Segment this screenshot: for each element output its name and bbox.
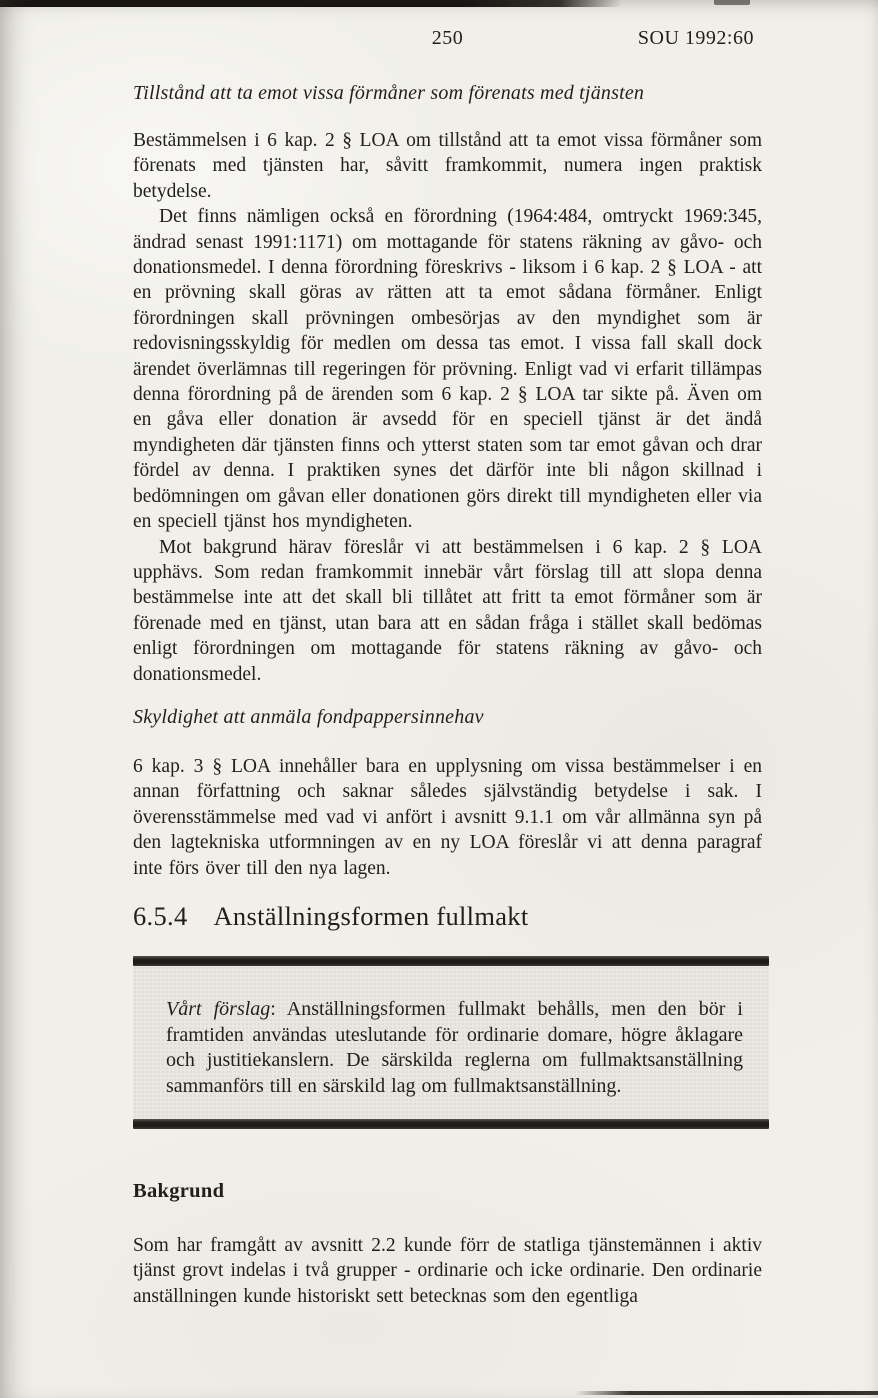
page-number: 250 [431,27,464,49]
section-heading-number: 6.5.4 [133,901,188,931]
document-reference: SOU 1992:60 [637,27,754,49]
scan-artifact-bottom-line [575,1391,878,1395]
scan-artifact-top-right-mark [714,0,750,5]
proposal-box-body [133,966,769,1119]
paragraph-permission-2: Det finns nämligen också en förordning (1964:484, omtryckt 1969:345, ändrad senast 1991:1171) om mottagande för statens räkning av gåvo- och donationsmedel. I denna förordning föreskrivs - liksom i 6 kap. 2 § LOA - att en prövning skall göras av rätten att ta emot sådana förmåner. Enligt förordningen skall prövningen ombesörjas av den myndighet som är redovisningsskyldig för medlen om dessa tas emot. I vissa fall skall dock ärendet överlämnas till regeringen för prövning. Enligt vad vi erfarit tillämpas denna förordning på de ärenden som 6 kap. 2 § LOA tar sikte på. Även om en gåva eller donation är avsedd för en speciell tjänst är det ändå myndigheten där tjänsten finns och ytterst staten som tar emot gåvan och drar fördel av denna. I praktiken synes det därför inte bli någon skillnad i bedömningen om gåvan eller donationen görs direkt till myndigheten eller via en speciell tjänst hos myndigheten. [133,206,762,533]
proposal-box [133,956,769,1129]
proposal-label: Vårt förslag [166,998,271,1020]
paragraph-permission-1: Bestämmelsen i 6 kap. 2 § LOA om tillstånd att ta emot vissa förmåner som förenats med tjänsten har, såvitt framkommit, numera ingen praktisk betydelse. [133,130,762,202]
heading-background: Bakgrund [133,1180,225,1202]
section-heading [133,901,762,932]
proposal-text: : Anställningsformen fullmakt behålls, men den bör i framtiden användas uteslutande för ordinarie domare, högre åklagare och justitiekanslern. De särskilda reglerna om fullmaktsanställning sammanförs till en särskild lag om fullmaktsanställning. [166,998,743,1097]
proposal-box-bottom-rule [133,1119,769,1129]
paragraph-background-1: Som har framgått av avsnitt 2.2 kunde förr de statliga tjänstemännen i aktiv tjänst grovt indelas i två grupper - ordinarie och icke ordinarie. Den ordinarie anställningen kunde historiskt sett betecknas som den egentliga [133,1235,762,1307]
section-heading-title: Anställningsformen fullmakt [213,901,529,931]
subheading-permission: Tillstånd att ta emot vissa förmåner som förenats med tjänsten [133,82,645,104]
section-permission-body [133,128,762,687]
paragraph-permission-3: Mot bakgrund härav föreslår vi att bestämmelsen i 6 kap. 2 § LOA upphävs. Som redan framkommit innebär vårt förslag till att slopa denna bestämmelse inte att det skall bli tillåtet att fritt ta emot förmåner som är förenade med en tjänst, utan bara att en sådan fråga i stället skall bedömas enligt förordningen om mottagande för statens räkning av gåvo- och donationsmedel. [133,536,762,685]
section-obligation-body [133,754,762,881]
subheading-obligation: Skyldighet att anmäla fondpappersinnehav [133,706,484,728]
paragraph-obligation-1: 6 kap. 3 § LOA innehåller bara en upplysning om vissa bestämmelser i en annan författning och saknar således självständig betydelse i sak. I överensstämmelse med vad vi anfört i avsnitt 9.1.1 om vår allmänna syn på den lagtekniska utformningen av en ny LOA föreslår vi att denna paragraf inte förs över till den nya lagen. [133,756,762,879]
section-background-body [133,1233,762,1309]
running-head [133,27,762,51]
scan-artifact-top-strip [0,0,622,7]
proposal-box-top-rule [133,956,769,966]
